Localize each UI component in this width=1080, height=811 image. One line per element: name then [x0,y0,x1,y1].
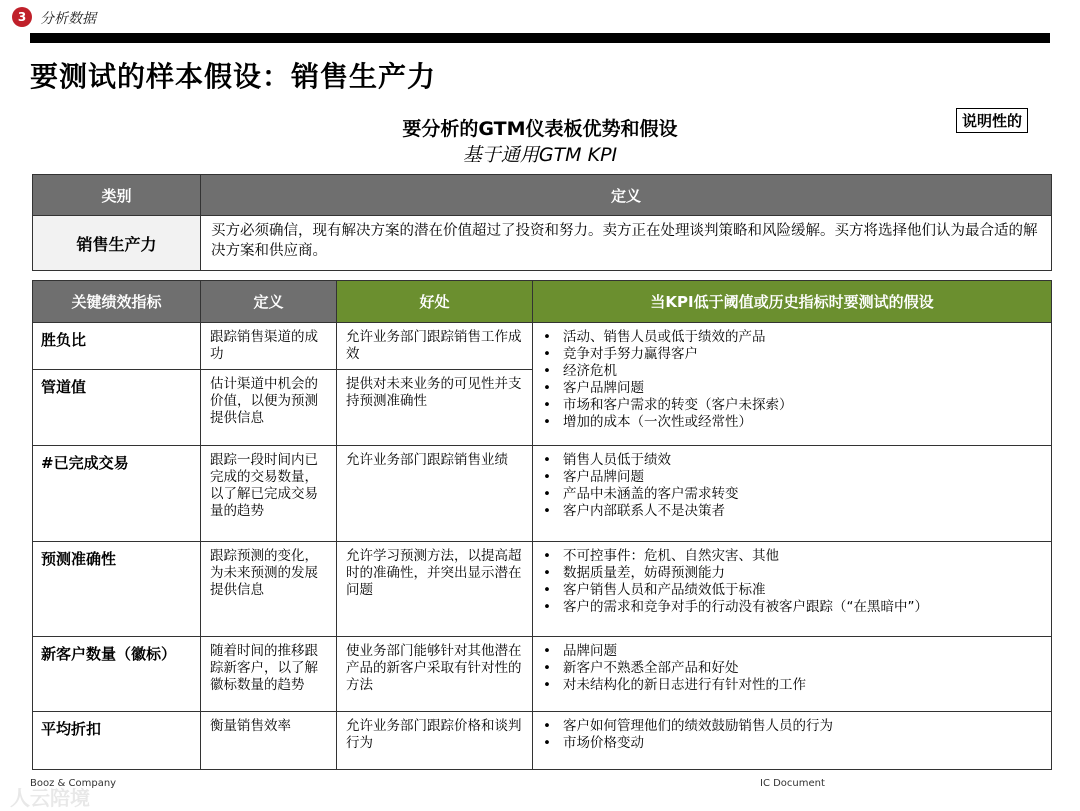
list-item: • 市场价格变动 [541,735,1045,752]
hypothesis-list [533,323,1051,431]
page-title: 要测试的样本假设：销售生产力 [30,60,437,93]
list-item: • 销售人员低于绩效 [541,452,1045,469]
hypothesis-cell [533,542,1052,637]
category-header: 类别 [33,175,201,216]
header-divider-bar [30,33,1050,43]
kpi-benefit: 提供对未来业务的可见性并支持预测准确性 [337,370,533,446]
hypothesis-list [533,446,1051,520]
footer-company: Booz & Company [30,778,117,789]
kpi-name: 预测准确性 [33,542,201,637]
kpi-benefit: 允许学习预测方法，以提高超时的准确性，并突出显示潜在问题 [337,542,533,637]
category-definition: 买方必须确信，现有解决方案的潜在价值超过了投资和努力。卖方正在处理谈判策略和风险缓解。买方将选择他们认为最合适的解决方案和供应商。 [201,216,1052,271]
benefit-header: 好处 [337,281,533,323]
kpi-header: 关键绩效指标 [33,281,201,323]
list-item: • 品牌问题 [541,643,1045,660]
kpi-name: 新客户数量（徽标） [33,637,201,712]
kpi-definition: 衡量销售效率 [201,712,337,770]
hypothesis-list [533,542,1051,616]
kpi-table [32,280,1052,770]
table-row [33,637,1052,712]
table-row [33,446,1052,542]
kpi-benefit: 允许业务部门跟踪销售业绩 [337,446,533,542]
illustrative-badge: 说明性的 [956,108,1028,133]
list-item: • 不可控事件：危机、自然灾害、其他 [541,548,1045,565]
list-item: • 客户品牌问题 [541,469,1045,486]
footer-document-label: IC Document [760,778,825,789]
kpi-benefit: 允许业务部门跟踪销售工作成效 [337,323,533,370]
hypothesis-cell [533,637,1052,712]
hypothesis-header: 当KPI低于阈值或历史指标时要测试的假设 [533,281,1052,323]
list-item: • 竞争对手努力赢得客户 [541,346,1045,363]
category-table [32,174,1052,271]
list-item: • 产品中未涵盖的客户需求转变 [541,486,1045,503]
list-item: • 客户内部联系人不是决策者 [541,503,1045,520]
kpi-definition: 估计渠道中机会的价值，以便为预测提供信息 [201,370,337,446]
section-number-badge: 3 [12,7,32,27]
list-item: • 增加的成本（一次性或经常性） [541,414,1045,431]
table-title: 要分析的GTM仪表板优势和假设 [402,118,678,140]
kpi-definition: 随着时间的推移跟踪新客户，以了解徽标数量的趋势 [201,637,337,712]
hypothesis-cell [533,446,1052,542]
definition-header: 定义 [201,175,1052,216]
table-row [33,712,1052,770]
list-item: • 客户如何管理他们的绩效鼓励销售人员的行为 [541,718,1045,735]
kpi-definition: 跟踪销售渠道的成功 [201,323,337,370]
table-subtitle: 基于通用GTM KPI [462,144,618,166]
list-item: • 市场和客户需求的转变（客户未探索） [541,397,1045,414]
kpi-name: 平均折扣 [33,712,201,770]
list-item: • 客户的需求和竞争对手的行动没有被客户跟踪（“在黑暗中”） [541,599,1045,616]
list-item: • 对未结构化的新日志进行有针对性的工作 [541,677,1045,694]
list-item: • 经济危机 [541,363,1045,380]
watermark: 人云陪境 [10,786,90,810]
list-item: • 数据质量差，妨碍预测能力 [541,565,1045,582]
hypothesis-cell [533,712,1052,770]
kpi-definition: 跟踪预测的变化，为未来预测的发展提供信息 [201,542,337,637]
section-label: 分析数据 [40,11,96,27]
list-item: • 客户销售人员和产品绩效低于标准 [541,582,1045,599]
table-row [33,542,1052,637]
hypothesis-list [533,712,1051,752]
kpi-definition-header: 定义 [201,281,337,323]
hypothesis-cell [533,323,1052,446]
kpi-name: 管道值 [33,370,201,446]
kpi-benefit: 使业务部门能够针对其他潜在产品的新客户采取有针对性的方法 [337,637,533,712]
kpi-name: #已完成交易 [33,446,201,542]
kpi-name: 胜负比 [33,323,201,370]
kpi-definition: 跟踪一段时间内已完成的交易数量，以了解已完成交易量的趋势 [201,446,337,542]
kpi-benefit: 允许业务部门跟踪价格和谈判行为 [337,712,533,770]
table-row [33,323,1052,370]
list-item: • 客户品牌问题 [541,380,1045,397]
category-name: 销售生产力 [33,216,201,271]
list-item: • 新客户不熟悉全部产品和好处 [541,660,1045,677]
hypothesis-list [533,637,1051,694]
list-item: • 活动、销售人员或低于绩效的产品 [541,329,1045,346]
